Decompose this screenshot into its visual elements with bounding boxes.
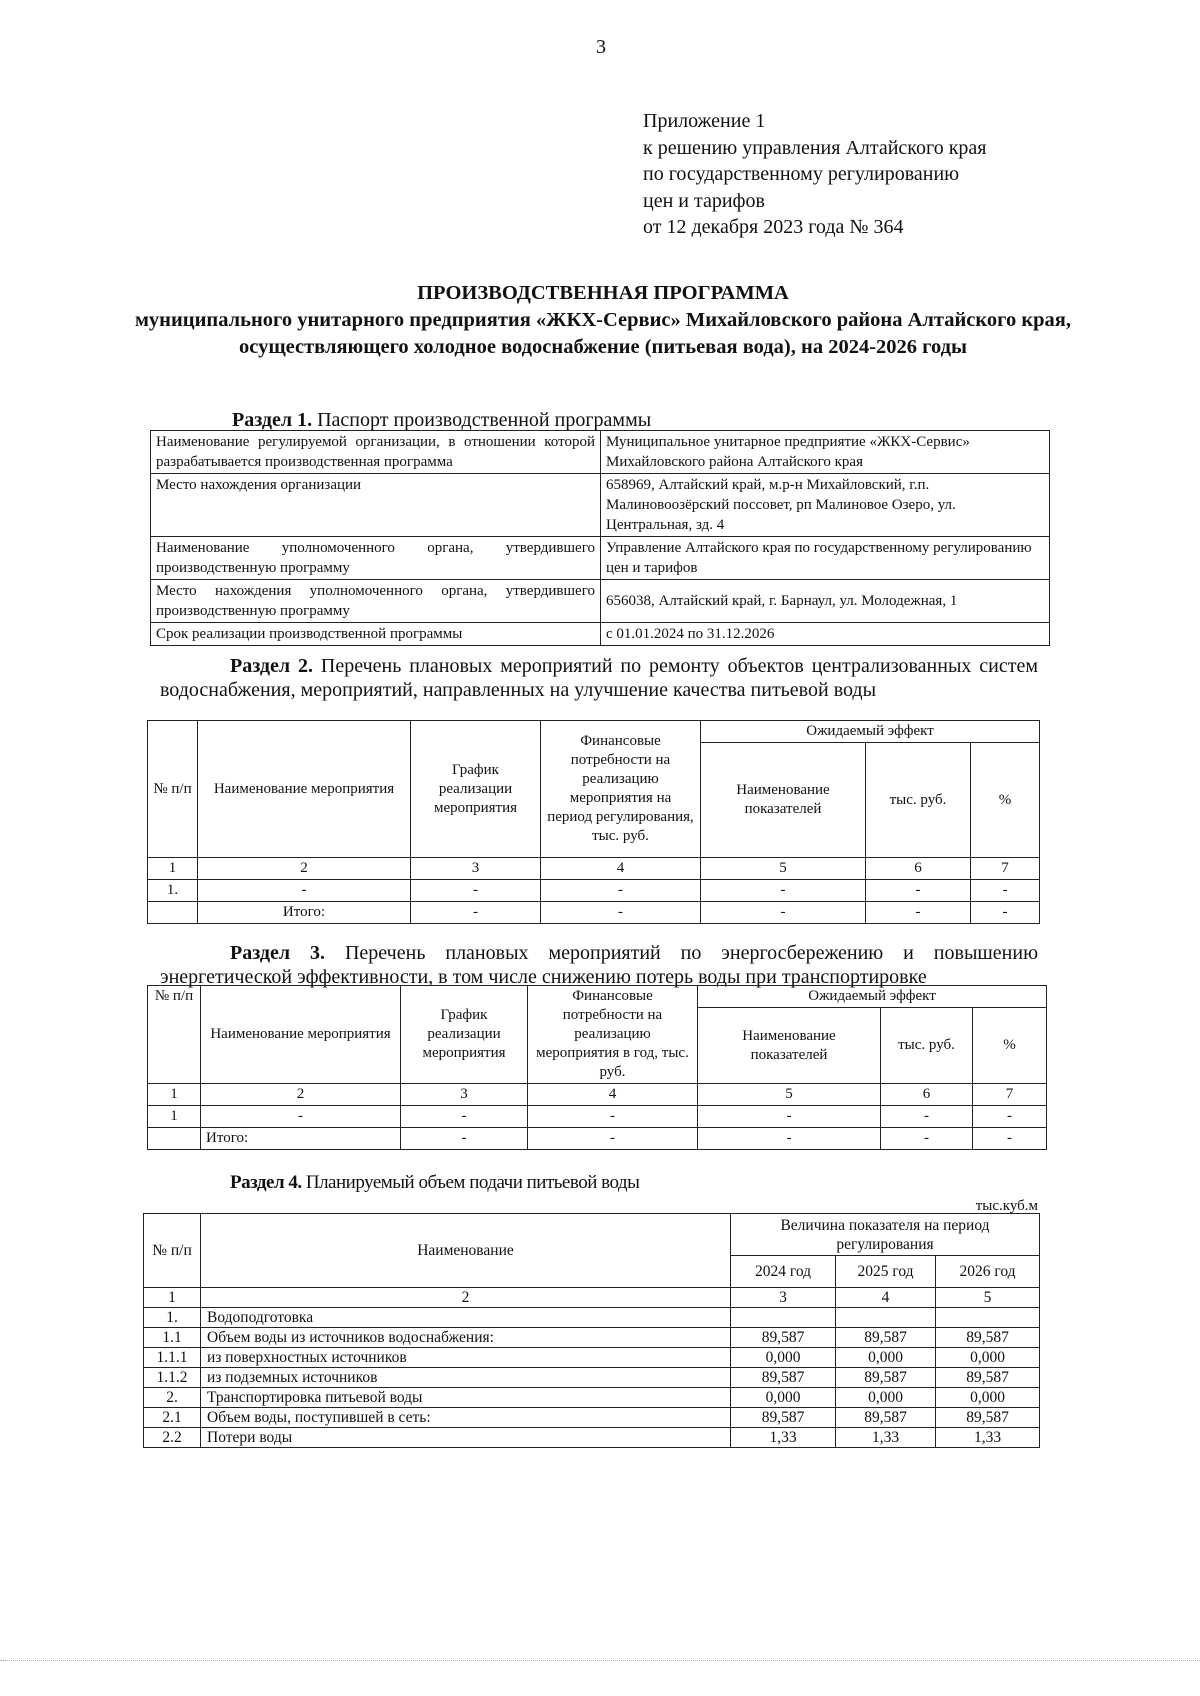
table-row: [144, 1368, 1040, 1388]
cell: -: [528, 1106, 698, 1128]
cell-key: Наименование уполномоченного органа, утвердившего производственную программу: [151, 537, 601, 580]
cell: 89,587: [731, 1328, 836, 1348]
cell: 4: [541, 858, 701, 880]
energy-measures-table: [147, 985, 1047, 1150]
cell: [731, 1308, 836, 1328]
cell: -: [971, 902, 1040, 924]
table-row: [144, 1388, 1040, 1408]
cell: 4: [528, 1084, 698, 1106]
cell-name: Объем воды, поступившей в сеть:: [201, 1408, 731, 1428]
cell: 89,587: [731, 1408, 836, 1428]
cell: 2: [201, 1084, 401, 1106]
cell: 89,587: [936, 1368, 1040, 1388]
table-row: [151, 537, 1050, 580]
cell-value: 658969, Алтайский край, м.р-н Михайловский, г.п. Малиновоозёрский поссовет, рп Малиновое Озеро, ул. Центральная, зд. 4: [601, 474, 1050, 537]
cell: -: [541, 902, 701, 924]
table-row: [151, 431, 1050, 474]
cell: [148, 1128, 201, 1150]
cell: 89,587: [836, 1408, 936, 1428]
header-effect: Ожидаемый эффект: [701, 721, 1040, 743]
appendix-line: цен и тарифов: [643, 189, 765, 212]
cell: 2.: [144, 1388, 201, 1408]
header-num: № п/п: [148, 721, 198, 858]
cell-key: Место нахождения организации: [151, 474, 601, 537]
total-row: [148, 1128, 1047, 1150]
cell: 1,33: [936, 1428, 1040, 1448]
cell: -: [971, 880, 1040, 902]
cell: -: [541, 880, 701, 902]
cell: 6: [866, 858, 971, 880]
section-label: Раздел 3.: [230, 942, 326, 964]
header-year: 2025 год: [836, 1256, 936, 1288]
cell: 1: [148, 1106, 201, 1128]
section-title: Планируемый объем подачи питьевой воды: [305, 1172, 640, 1193]
cell: 0,000: [936, 1348, 1040, 1368]
header-num: № п/п: [148, 986, 201, 1084]
cell: -: [198, 880, 411, 902]
header-rub: тыс. руб.: [866, 743, 971, 858]
cell: [148, 902, 198, 924]
repair-measures-table: [147, 720, 1040, 924]
cell: 2: [201, 1288, 731, 1308]
cell: -: [401, 1128, 528, 1150]
header-name: Наименование мероприятия: [198, 721, 411, 858]
appendix-line: к решению управления Алтайского края: [643, 136, 987, 159]
cell: -: [866, 880, 971, 902]
table-row: [148, 880, 1040, 902]
cell-key: Наименование регулируемой организации, в отношении которой разрабатывается производственная программа: [151, 431, 601, 474]
cell: 4: [836, 1288, 936, 1308]
cell-value: Муниципальное унитарное предприятие «ЖКХ-Сервис» Михайловского района Алтайского края: [601, 431, 1050, 474]
cell: -: [698, 1128, 881, 1150]
cell-value: 656038, Алтайский край, г. Барнаул, ул. Молодежная, 1: [601, 580, 1050, 623]
header-finance: Финансовые потребности на реализацию мероприятия на период регулирования, тыс. руб.: [541, 721, 701, 858]
section2-heading: [160, 654, 1038, 702]
cell: [836, 1308, 936, 1328]
column-numbers-row: [144, 1288, 1040, 1308]
cell: 1.1: [144, 1328, 201, 1348]
section-label: Раздел 1.: [232, 409, 313, 431]
header-effect: Ожидаемый эффект: [698, 986, 1047, 1008]
cell: -: [866, 902, 971, 924]
header-name: Наименование мероприятия: [201, 986, 401, 1084]
cell: 1: [144, 1288, 201, 1308]
section3-heading: [160, 941, 1038, 989]
cell: 6: [881, 1084, 973, 1106]
cell-key: Место нахождения уполномоченного органа, утвердившего производственную программу: [151, 580, 601, 623]
cell-name: Водоподготовка: [201, 1308, 731, 1328]
section-label: Раздел 2.: [230, 655, 313, 677]
header-finance: Финансовые потребности на реализацию мероприятия в год, тыс. руб.: [528, 986, 698, 1084]
cell-value: с 01.01.2024 по 31.12.2026: [601, 623, 1050, 646]
header-num: № п/п: [144, 1214, 201, 1288]
cell: -: [973, 1106, 1047, 1128]
total-row: [148, 902, 1040, 924]
header-indicators: Наименование показателей: [698, 1008, 881, 1084]
cell: 1.1.1: [144, 1348, 201, 1368]
appendix-line: Приложение 1: [643, 110, 766, 132]
cell: Итого:: [201, 1128, 401, 1150]
cell: 2.1: [144, 1408, 201, 1428]
cell: 89,587: [936, 1408, 1040, 1428]
cell: 5: [698, 1084, 881, 1106]
cell: 0,000: [836, 1348, 936, 1368]
document-title: [120, 280, 1086, 361]
unit-label: тыс.куб.м: [975, 1198, 1038, 1214]
header-year: 2024 год: [731, 1256, 836, 1288]
section-title: Перечень плановых мероприятий по ремонту объектов централизованных систем водоснабжения, мероприятий, направленных на улучшение качества питьевой воды: [160, 655, 1039, 701]
cell: -: [411, 902, 541, 924]
cell: 0,000: [836, 1388, 936, 1408]
section1-heading: [232, 408, 651, 432]
cell: -: [201, 1106, 401, 1128]
cell: -: [401, 1106, 528, 1128]
cell: 89,587: [936, 1328, 1040, 1348]
cell: 0,000: [731, 1388, 836, 1408]
table-row: [148, 1106, 1047, 1128]
cell: 7: [971, 858, 1040, 880]
cell-name: из подземных источников: [201, 1368, 731, 1388]
header-pct: %: [971, 743, 1040, 858]
cell: -: [411, 880, 541, 902]
section-label: Раздел 4.: [230, 1172, 302, 1193]
cell: 3: [401, 1084, 528, 1106]
title-line-2: муниципального унитарного предприятия «ЖКХ-Сервис» Михайловского района Алтайского края, осуществляющего холодное водоснабжение (питьевая вода), на 2024-2026 годы: [134, 309, 1072, 358]
appendix-line: от 12 декабря 2023 года № 364: [643, 216, 904, 238]
cell: -: [881, 1128, 973, 1150]
cell-key: Срок реализации производственной программы: [151, 623, 601, 646]
cell: 0,000: [731, 1348, 836, 1368]
cell: 7: [973, 1084, 1047, 1106]
scan-edge-line: [0, 1660, 1200, 1661]
cell: 0,000: [936, 1388, 1040, 1408]
cell: -: [528, 1128, 698, 1150]
cell: 1.1.2: [144, 1368, 201, 1388]
header-pct: %: [973, 1008, 1047, 1084]
section4-heading: [230, 1171, 639, 1195]
cell: -: [973, 1128, 1047, 1150]
cell: Итого:: [198, 902, 411, 924]
page-number: 3: [596, 36, 606, 58]
cell-name: Объем воды из источников водоснабжения:: [201, 1328, 731, 1348]
cell-name: Транспортировка питьевой воды: [201, 1388, 731, 1408]
cell: 1.: [144, 1308, 201, 1328]
header-period: Величина показателя на период регулирования: [731, 1214, 1040, 1256]
cell: 5: [701, 858, 866, 880]
cell: 5: [936, 1288, 1040, 1308]
header-rub: тыс. руб.: [881, 1008, 973, 1084]
cell-name: Потери воды: [201, 1428, 731, 1448]
cell: -: [881, 1106, 973, 1128]
header-schedule: График реализации мероприятия: [411, 721, 541, 858]
cell-name: из поверхностных источников: [201, 1348, 731, 1368]
cell: 1,33: [731, 1428, 836, 1448]
cell: 2: [198, 858, 411, 880]
header-schedule: График реализации мероприятия: [401, 986, 528, 1084]
cell-value: Управление Алтайского края по государственному регулированию цен и тарифов: [601, 537, 1050, 580]
appendix-line: по государственному регулированию: [643, 163, 960, 185]
table-row: [144, 1348, 1040, 1368]
table-row: [151, 623, 1050, 646]
cell: 1.: [148, 880, 198, 902]
passport-table: [150, 430, 1050, 646]
table-row: [144, 1308, 1040, 1328]
appendix-header: [643, 108, 987, 241]
table-row: [144, 1428, 1040, 1448]
header-indicators: Наименование показателей: [701, 743, 866, 858]
cell: -: [701, 880, 866, 902]
cell: [936, 1308, 1040, 1328]
cell: 1: [148, 858, 198, 880]
cell: 3: [411, 858, 541, 880]
column-numbers-row: [148, 1084, 1047, 1106]
water-volume-table: [143, 1213, 1040, 1448]
column-numbers-row: [148, 858, 1040, 880]
table-row: [144, 1328, 1040, 1348]
table-row: [151, 474, 1050, 537]
table-row: [144, 1408, 1040, 1428]
cell: 89,587: [731, 1368, 836, 1388]
cell: 89,587: [836, 1368, 936, 1388]
header-year: 2026 год: [936, 1256, 1040, 1288]
header-name: Наименование: [201, 1214, 731, 1288]
cell: 3: [731, 1288, 836, 1308]
cell: 2.2: [144, 1428, 201, 1448]
section-title: Паспорт производственной программы: [317, 409, 652, 431]
table-row: [151, 580, 1050, 623]
title-line-1: ПРОИЗВОДСТВЕННАЯ ПРОГРАММА: [417, 282, 789, 304]
cell: -: [701, 902, 866, 924]
section-title: Перечень плановых мероприятий по энергосбережению и повышению энергетической эффективности, в том числе снижению потерь воды при транспортировке: [160, 942, 1039, 988]
cell: 1,33: [836, 1428, 936, 1448]
cell: 89,587: [836, 1328, 936, 1348]
cell: -: [698, 1106, 881, 1128]
cell: 1: [148, 1084, 201, 1106]
